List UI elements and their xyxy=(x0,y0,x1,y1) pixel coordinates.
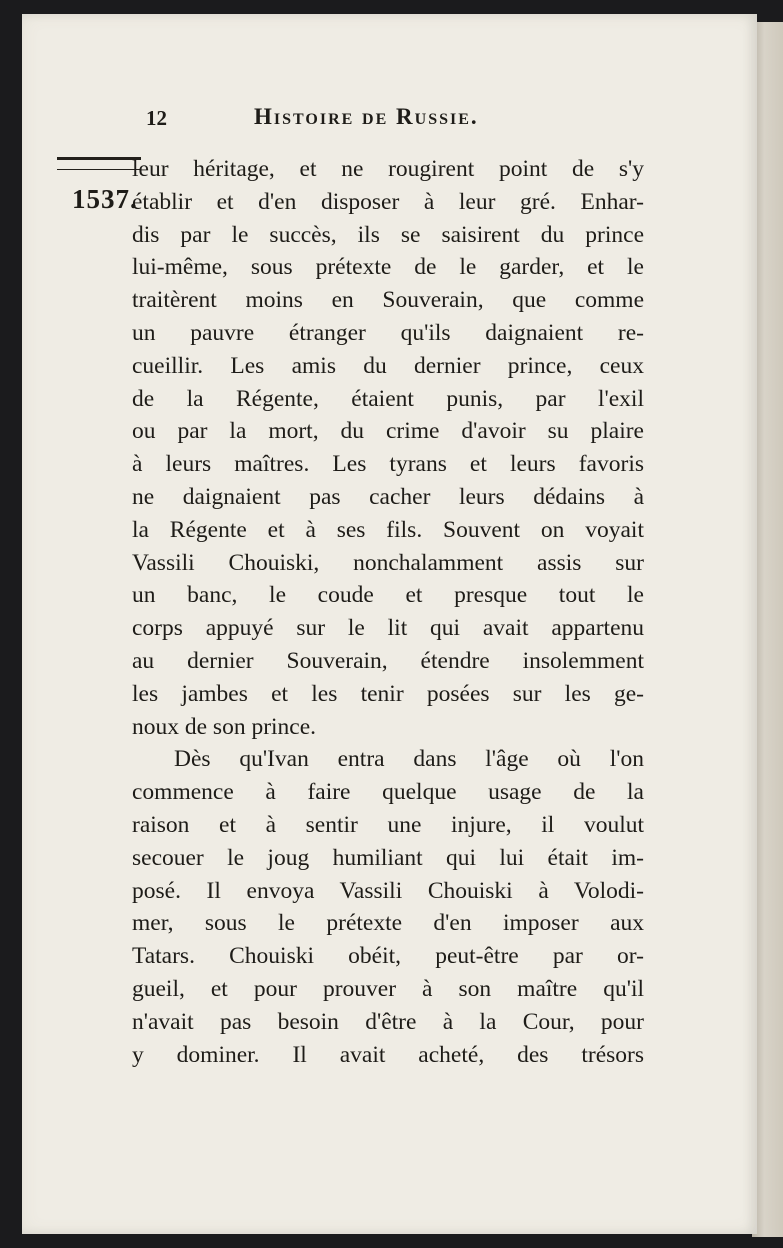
text-line: un banc, le coude et presque tout le xyxy=(132,582,644,609)
page-header xyxy=(146,104,646,138)
margin-year: 1537. xyxy=(72,184,138,214)
text-line: cueillir. Les amis du dernier prince, ceux xyxy=(132,352,644,379)
text-line: ne daignaient pas cacher leurs dédains à xyxy=(132,483,644,510)
text-line: dis par le succès, ils se saisirent du prince xyxy=(132,221,644,248)
running-title: Histoire de Russie. xyxy=(254,104,479,129)
page-number: 12 xyxy=(146,106,167,130)
text-line: posé. Il envoya Vassili Chouiski à Volodi- xyxy=(132,877,644,904)
text-line: à leurs maîtres. Les tyrans et leurs favoris xyxy=(132,451,644,478)
text-line: la Régente et à ses fils. Souvent on voyait xyxy=(132,516,644,543)
text-line: Dès qu'Ivan entra dans l'âge où l'on xyxy=(174,746,644,773)
text-line: ou par la mort, du crime d'avoir su plaire xyxy=(132,418,644,445)
text-line: au dernier Souverain, étendre insolemment xyxy=(132,647,644,674)
text-line: leur héritage, et ne rougirent point de s'y xyxy=(132,156,644,182)
text-line: de la Régente, étaient punis, par l'exil xyxy=(132,385,644,412)
text-line: traitèrent moins en Souverain, que comme xyxy=(132,287,644,314)
text-line: n'avait pas besoin d'être à la Cour, pour xyxy=(132,1008,644,1035)
text-line: les jambes et les tenir posées sur les ge- xyxy=(132,680,644,707)
text-line: Vassili Chouiski, nonchalamment assis sur xyxy=(132,549,644,576)
text-line: établir et d'en disposer à leur gré. Enhar- xyxy=(132,188,644,215)
body-text xyxy=(132,153,644,1071)
text-line: noux de son prince. xyxy=(132,713,317,740)
text-line: Tatars. Chouiski obéit, peut-être par or- xyxy=(132,943,644,970)
text-line: y dominer. Il avait acheté, des trésors xyxy=(132,1041,644,1068)
text-line: lui-même, sous prétexte de le garder, et le xyxy=(132,254,644,281)
text-line: raison et à sentir une injure, il voulut xyxy=(132,811,644,838)
section-rule xyxy=(57,157,141,170)
text-line: secouer le joug humiliant qui lui était im- xyxy=(132,844,644,871)
text-line: un pauvre étranger qu'ils daignaient re- xyxy=(132,319,644,346)
text-line: corps appuyé sur le lit qui avait appartenu xyxy=(132,615,644,642)
text-line: mer, sous le prétexte d'en imposer aux xyxy=(132,910,644,937)
text-line: commence à faire quelque usage de la xyxy=(132,779,644,806)
text-line: gueil, et pour prouver à son maître qu'il xyxy=(132,975,644,1002)
